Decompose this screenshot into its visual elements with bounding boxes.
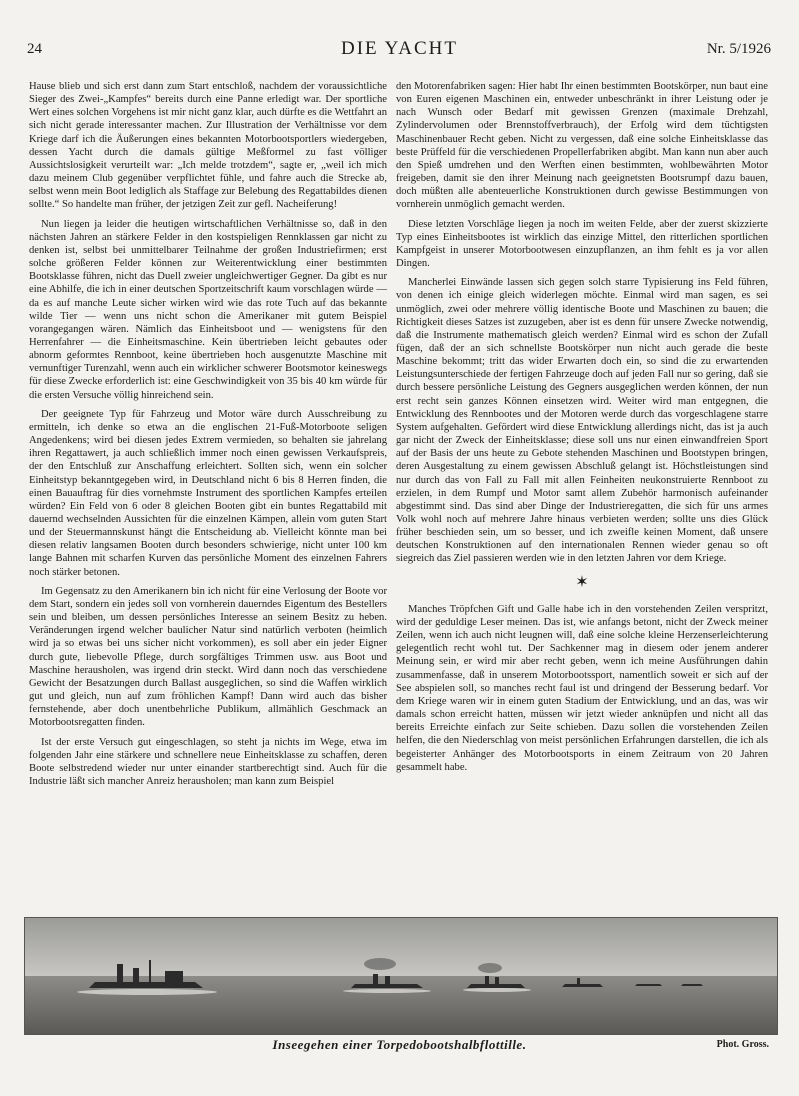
paragraph: den Motorenfabriken sagen: Hier habt Ihr einen bestimmten Bootskörper, nun baut eine von Euren eigenen Maschinen ein, entweder unbeschränkt in ihrer Leistung oder je nach Wunsch oder Bedarf mit gewissen Grenzen (maximale Drehzahl, Zylindervolumen oder Brennstoffverbrauch), der Erfolg wird dem tüchtigsten Maschinenbauer Recht geben. Nicht zu vergessen, daß eine solche Einheitsklasse das beste Prüffeld für die verschiedenen Propellerfabriken abgibt. Man kann nun aber auch den Spieß umdrehen und den Werften einen bestimmten, wohlbewährten Motor freigeben, damit sie den ihrer Meinung nach geeignetsten Bootsrumpf dazu bauen, doch müßten alle abenteuerliche Konstruktionen durch gewisse Bestimmungen von vornherein unmöglich gemacht werden. xyxy=(396,81,768,211)
paragraph: Der geeignete Typ für Fahrzeug und Motor wäre durch Ausschreibung zu ermitteln, ich denke so etwa an die englischen 21-Fuß-Motorboote seligen Angedenkens; wird bei diesen jedes Extrem vermieden, so behalten sie jahrelang ihren Regattawert, ja auch schließlich immer noch einen gewissen Verkaufspreis, der den Entschluß zur Anschaffung erleichtert. Sollten sich, wenn ein solcher Einheitstyp bekanntgegeben wird, in Deutschland nicht 6 bis 8 Herren finden, die einen Bauauftrag für dies vornehmste Instrument des sportlichen Kampfes erteilen würden? Ein Feld von 6 oder 8 gleichen Booten gibt ein buntes Regattabild mit dauernd wechselnden Aussichten für die einzelnen Kämpen, allein vom guten Start und der Steuermannskunst hängt die Entscheidung ab. Vielleicht könnte man bei diesen relativ langsamen Booten durch besonders schwierige, nicht unter 100 km lange Bahnen mit scharfen Kurven das persönliche Moment des einzelnen Fahrers noch stärker betonen. xyxy=(29,408,387,578)
page-header xyxy=(0,38,799,64)
paragraph: Manches Tröpfchen Gift und Galle habe ich in den vorstehenden Zeilen verspritzt, wird der geduldige Leser meinen. Das ist, wie anfangs betont, nicht der Zweck meiner Zeilen, wenn ich auch nicht leugnen will, daß eine solche kleine Herzenserleichterung gelegentlich recht wohl tut. Der Sachkenner mag in diesem oder jenem anderer Meinung sein, er wird mir aber recht geben, wenn ich meine Ausführungen dahin zusammenfasse, daß in unserem Motorbootssport, namentlich soweit er sich auf der See abspielen soll, so manches recht faul ist und dringend der Besserung bedarf. Vor dem Kriege waren wir in einem guten Stadium der Entwicklung, und an das, was wir damals schon erreicht hatten, müssen wir jetzt wieder anknüpfen und nicht all das bereits Erreichte einfach zur Seite schieben. Dazu sollen die vorstehenden Zeilen helfen, die den Niederschlag von meist persönlichen Erfahrungen darstellen, die ich als begeisterter Anhänger des Motorbootsports in einem Zeitraum von 20 Jahren gesammelt habe. xyxy=(396,603,768,773)
section-separator: ✶ xyxy=(575,573,589,591)
page-number: 24 xyxy=(27,41,42,57)
torpedo-boats-photo xyxy=(24,917,778,1035)
paragraph: Ist der erste Versuch gut eingeschlagen, so steht ja nichts im Wege, etwa im folgenden Jahr eine stärkere und schnellere neue Einheitsklasse zu schaffen, deren Boote selbstredend wieder nur unter einander startberechtigt sind. Auch für die Industrie läßt sich mancher Anreiz herausholen; man kann zum Beispiel xyxy=(29,736,387,787)
figure-caption: Inseegehen einer Torpedobootshalbflottille. xyxy=(272,1037,527,1052)
left-column xyxy=(29,80,387,794)
photo-credit: Phot. Gross. xyxy=(716,1039,769,1050)
paragraph: Im Gegensatz zu den Amerikanern bin ich nicht für eine Verlosung der Boote vor dem Start, sondern ein jedes soll von vornherein dauerndes Eigentum des Bestellers sein und bleiben, um dessen persönliches Interesse an seinem Besitz zu heben. Veränderungen irgend welcher baulicher Natur sind natürlich verboten (heimlich wird ja so etwas bei uns sicher nicht vorkommen), es soll aber ein jeder Eigner durch gute, liebevolle Pflege, durch sorgfältiges Trimmen usw. aus Boot und Maschine herausholen, was irgend drin steckt. Wird dann noch das verschiedene Gewicht der Besatzungen durch Ballast ausgeglichen, so sind die Waffen wirklich gut und gleich, nun auf zum fröhlichen Kampf! Dann wird auch das bisher fernstehende, aber doch unentbehrliche Publikum, allmählich Geschmack an Motorbootsregatten finden. xyxy=(29,585,387,729)
right-column xyxy=(396,80,768,780)
paragraph: Hause blieb und sich erst dann zum Start entschloß, nachdem der voraussichtliche Sieger des Zwei-„Kampfes“ bereits durch eine Panne erledigt war. Der sportliche Wert eines solchen Vorgehens ist mir nicht ganz klar, auch dürfte es die Wettfahrt an sich nicht gerade interessanter machen. Zur Illustration der Verhältnisse vor dem Kriege darf ich die Äußerungen eines bekannten Motorbootsportlers wiedergeben, dessen Yacht durch die damals gültige Meßformel zu fast völliger Aussichtslosigkeit verurteilt war: „Ich melde trotzdem“, sagte er, „weil ich mich dazu meinem Club gegenüber verpflichtet fühle, und fahre auch die Strecke ab, selbst wenn mein Boot lediglich als Staffage zur Belebung des Regattabildes dienen sollte.“ So handelte man früher, der jetzigen Zeit zur gefl. Nacheiferung! xyxy=(29,81,387,211)
issue-number: Nr. 5/1926 xyxy=(706,41,771,57)
journal-title: DIE YACHT xyxy=(340,38,459,59)
paragraph: Diese letzten Vorschläge liegen ja noch im weiten Felde, aber der zuerst skizzierte Typ eines Einheitsbootes ist wirklich das einzige Mittel, den ritterlichen sportlichen Kampfgeist in unserer Motorbootwesen einzupflanzen, an ihm fehlt es ja vor allen Dingen. xyxy=(396,218,768,270)
paragraph: Nun liegen ja leider die heutigen wirtschaftlichen Verhältnisse so, daß in den nächsten Jahren an stärkere Felder in den kostspieligen Rennklassen gar nicht zu denken ist, selbst bei unmittelbarer Teilnahme der großen Industriefirmen; erst solche größeren Felder können zur Weiterentwicklung einer bestimmten Bootsklasse führen, nicht das Duell zweier ungleichwertiger Gegner. Da gibt es nur eine Abhilfe, die ich in einer deutschen Sportzeitschrift kaum vorschlagen würde — da es auf manche Leute sicher wirken wird wie das rote Tuch auf das bekannte wilde Tier — wenn uns nicht schon die Amerikaner mit gutem Beispiel vorangegangen wären. Nämlich das Einheitsboot und — wenigstens für den Herrenfahrer — die Einheitsmaschine. Kein übertrieben leicht gebautes oder abnorm geformtes Rennboot, keine übertrieben hoch ausgenutzte Maschine mit vernunftiger Turenzahl, wenn auch ein wirklicher schwerer Bootsmotor keineswegs für diese Zwecke erforderlich ist: eine Geschwindigkeit von 35 bis 40 km würde für die ersten Versuche völlig hinreichend sein. xyxy=(29,218,387,401)
photo-image xyxy=(25,918,777,1034)
paragraph: Mancherlei Einwände lassen sich gegen solch starre Typisierung ins Feld führen, von denen ich einige gleich widerlegen möchte. Einmal wird man sagen, es sei unmöglich, zwei oder mehrere völlig identische Boote und Maschinen zu bauen; die Richtigkeit dieses Satzes ist zuzugeben, aber ist es denn für unsere Zwecke notwendig, daß die Instrumente mathematisch gleich werden? Einmal wird es schon der Zufall fügen, daß der an sich schnellste Bootskörper nun nicht auch gerade die beste Maschine bekommt; tritt das wider Erwarten doch ein, so sind die zu erwartenden Leistungsunterschiede der fertigen Fahrzeuge doch auf jeden Fall nur so gering, daß sie durch bessere persönliche Leistung des Gegners ausgeglichen werden können, der nun erst recht sein ganzes Können einsetzen wird. Weiter wird man entgegnen, die Entwicklung des Rennbootes und der Motoren werde durch das vorgeschlagene starre System aufgehalten. Gefördert wird diese Entwicklung allerdings nicht, das ist ja auch gar nicht der Zweck der Einheitsklasse; diese soll uns nur einen einwandfreien Sport auf der Basis der uns heute zu Gebote stehenden Maschinen und Bootstypen bringen, deren Ausgestaltung zu einem gewissen Abschluß gelangt ist. Höchstleistungen sind nur durch das von Fall zu Fall mit allen Feinheiten neukonstruierte Rennboot zu erzielen, in dem Rumpf und Motor samt allem Zubehör harmonisch aufeinander abgestimmt sind. Das sind aber Dinge der Industrieregatten, die sich für uns armes Volk wohl noch auf mehrere Jahre hinaus verbieten werden; sollte uns dies Glück früher beschieden sein, um so besser, und ich zweifle keinen Moment, daß unsere deutschen Konstruktionen auf den internationalen Rennen wieder genau so oft siegreich das Ziel passieren werden wie in den letzten Jahren vor dem Kriege. xyxy=(396,277,768,565)
